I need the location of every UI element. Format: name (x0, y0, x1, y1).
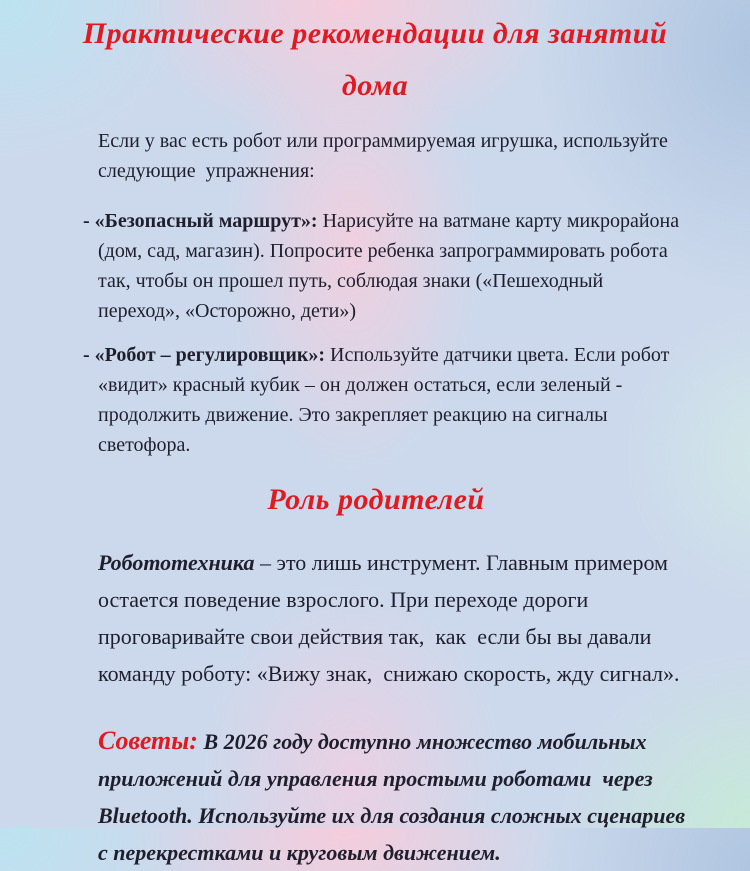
exercise-safe-route-lead: - «Безопасный маршрут»: (83, 210, 318, 232)
body-text (0, 126, 750, 871)
section-heading-parents-role: Роль родителей (267, 483, 485, 516)
exercise-safe-route-body: Нарисуйте на ватмане карту микрорайона (дом, сад, магазин). Попросите ребенка запрограммировать робота так, чтобы он прошел путь, соблюдая знаки («Пешеходный переход», «Осторожно, дети») (98, 210, 685, 322)
parents-role-paragraph (98, 544, 688, 692)
page-title (0, 0, 750, 112)
page-title-line2: дома (341, 69, 409, 102)
tips-lead: Советы: (98, 726, 198, 755)
page-title-line1: Практические рекомендации для занятий (82, 17, 668, 50)
parents-role-lead: Робототехника (98, 550, 255, 575)
tips-paragraph (98, 722, 691, 871)
parents-role-body: – это лишь инструмент. Главным примером остается поведение взрослого. При переходе дороги проговаривайте свои действия так, как если бы вы давали команду роботу: «Вижу знак, снижаю скорость, жду сигнал». (98, 550, 680, 686)
exercise-robot-controller-body: Используйте датчики цвета. Если робот «видит» красный кубик – он должен остаться, если зеленый - продолжить движение. Это закрепляет реакцию на сигналы светофора. (98, 344, 675, 456)
exercise-robot-controller-lead: - «Робот – регулировщик»: (83, 344, 326, 366)
tips-body: В 2026 году доступно множество мобильных приложений для управления простыми роботами через Bluetooth. Используйте их для создания сложных сценариев с перекрестками и круговым движением. (98, 729, 691, 865)
exercise-safe-route (83, 206, 688, 326)
exercise-robot-controller (83, 340, 688, 460)
intro-text: Если у вас есть робот или программируемая игрушка, используйте следующие упражнения: (98, 130, 673, 182)
intro-paragraph (98, 126, 688, 186)
